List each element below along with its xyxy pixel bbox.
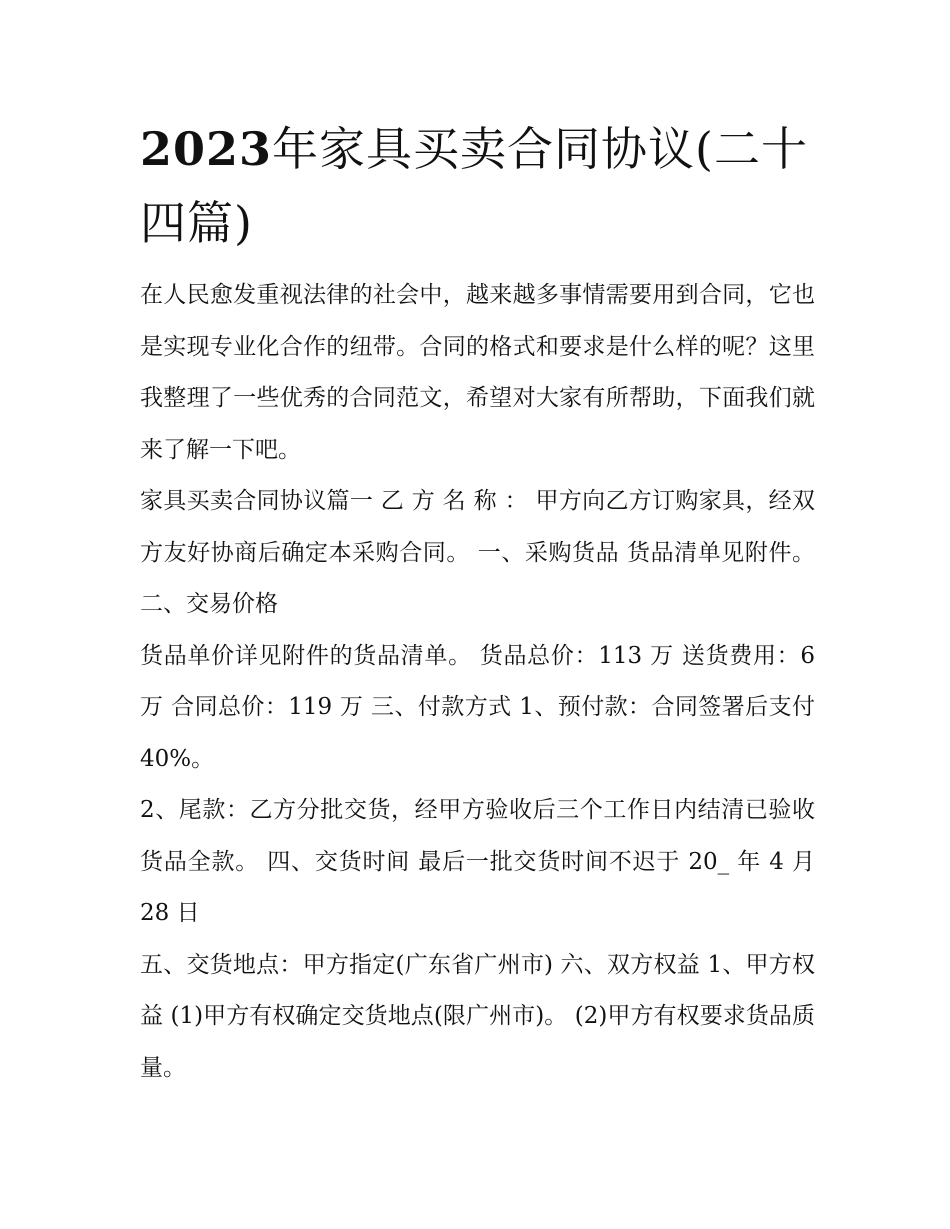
paragraph-delivery-place-rights: 五、交货地点：甲方指定(广东省广州市) 六、双方权益 1、甲方权益 (1)甲方有权确定交货地点(限广州市)。 (2)甲方有权要求货品质量。 — [140, 951, 815, 1081]
paragraph-contract-start: 家具买卖合同协议篇一 乙 方 名 称 ： 甲方向乙方订购家具，经双方友好协商后确定本采购合同。 一、采购货品 货品清单见附件。 二、交易价格 — [140, 488, 815, 617]
paragraph-price-payment: 货品单价详见附件的货品清单。 货品总价：113 万 送货费用：6 万 合同总价：119 万 三、付款方式 1、预付款：合同签署后支付 40%。 — [140, 642, 815, 772]
document-body — [140, 270, 815, 1094]
title-year: 2023 — [140, 122, 273, 176]
paragraph-intro: 在人民愈发重视法律的社会中，越来越多事情需要用到合同，它也是实现专业化合作的纽带。合同的格式和要求是什么样的呢？这里我整理了一些优秀的合同范文，希望对大家有所帮助，下面我们就来了解一下吧。 — [140, 282, 815, 463]
document-title — [140, 112, 815, 260]
title-text: 年家具买卖合同协议(二十四篇) — [140, 122, 808, 250]
document-page — [140, 112, 815, 1094]
paragraph-balance-delivery-time: 2、尾款：乙方分批交货，经甲方验收后三个工作日内结清已验收货品全款。 四、交货时间 最后一批交货时间不迟于 20_ 年 4 月 28 日 — [140, 797, 815, 926]
